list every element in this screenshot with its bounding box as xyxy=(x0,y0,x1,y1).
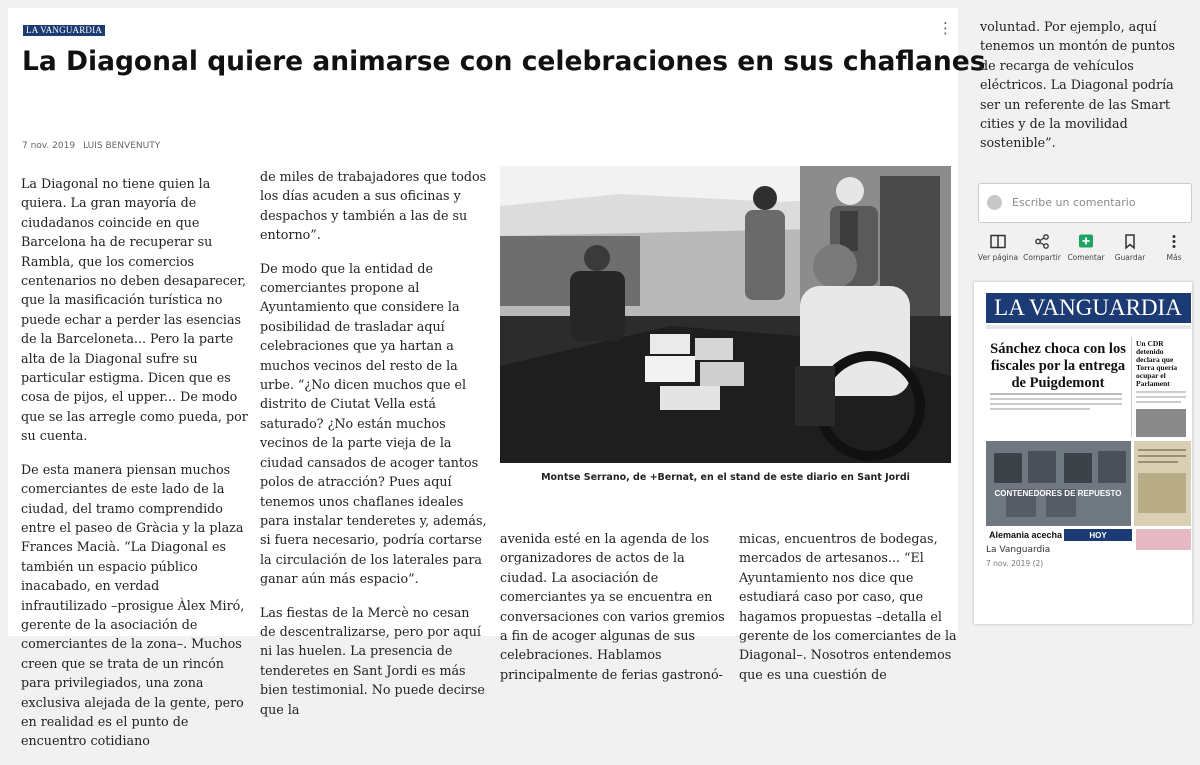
comment-placeholder: Escribe un comentario xyxy=(1012,196,1136,209)
article-photo xyxy=(500,166,951,463)
more-vertical-icon[interactable]: ⋮ xyxy=(938,19,953,37)
action-label: Comentar xyxy=(1067,253,1105,262)
share-icon xyxy=(1034,234,1050,249)
action-label: Más xyxy=(1166,253,1182,262)
article-date: 7 nov. 2019 xyxy=(22,141,76,151)
comment-input[interactable] xyxy=(978,183,1192,223)
article-column-1 xyxy=(21,174,249,765)
publication-tag[interactable]: LA VANGUARDIA xyxy=(23,25,105,36)
action-label: Guardar xyxy=(1114,253,1146,262)
thumbnail-date: 7 nov. 2019 (2) xyxy=(986,559,1044,568)
paragraph: La Diagonal no tiene quien la quiera. La gran mayoría de ciudadanos coincide en que Barcelona ha de recuperar su Rambla, que los comercios centenarios no deben desaparecer, que la masificación turística no puede echar a perder las esencias de la Barceloneta... Pero la parte alta de la Diagonal sufre su particular estigma. Dicen que es cosa de pijos, el upper... De modo que se las arregle como pueda, por su cuenta. xyxy=(21,176,248,444)
action-label: Ver página xyxy=(977,253,1019,262)
thumbnail-masthead: LA VANGUARDIA xyxy=(994,295,1182,320)
share-button[interactable] xyxy=(1020,232,1064,262)
bookmark-icon xyxy=(1122,234,1138,249)
svg-text:detenido: detenido xyxy=(1136,347,1164,356)
thumbnail-photo-banner: CONTENEDORES DE REPUESTO xyxy=(994,489,1122,498)
svg-text:Torra quería: Torra quería xyxy=(1136,363,1178,372)
svg-text:Parlament: Parlament xyxy=(1136,379,1170,388)
svg-text:ocupar el: ocupar el xyxy=(1136,371,1166,380)
thumbnail-source[interactable]: La Vanguardia xyxy=(986,545,1051,555)
newspaper-thumbnail[interactable] xyxy=(974,282,1192,624)
paragraph: De modo que la entidad de comerciantes propone al Ayuntamiento que considere la posibilidad de trasladar aquí celebraciones que ya hartan a muchos vecinos del resto de la urbe. “¿No dicen muchos que el distrito de Ciutat Vella está saturado? ¿No están muchos vecinos de la parte vieja de la ciudad cansados de acoger tantos polos de atracción? Pues aquí tenemos unos chaflanes ideales para instalar tenderetes y, además, si fuera necesario, podría cortarse la circulación de los laterales para ganar aún más espacio”. xyxy=(260,260,487,587)
thumbnail-lower-tab: HOY xyxy=(1089,531,1107,540)
comment-count: (2) xyxy=(1032,559,1044,568)
thumbnail-headline-line-3: de Puigdemont xyxy=(1011,375,1105,391)
paragraph: micas, encuentros de bodegas, mercados de artesanos... “El Ayuntamiento nos dice que estudiará caso por caso, que hagamos propuestas –detalla el gerente de los comerciantes de la Diagonal–. Nosotros entendemos que es una cuestión de xyxy=(739,531,957,682)
more-button[interactable] xyxy=(1152,232,1196,262)
thumbnail-headline-line-1: Sánchez choca con los xyxy=(990,341,1126,357)
save-button[interactable] xyxy=(1108,232,1152,262)
front-page-image[interactable] xyxy=(986,293,1191,550)
paragraph: avenida esté en la agenda de los organizadores de actos de la ciudad. La asociación de comerciantes ya se encuentra en conversaciones con varios gremios a fin de acoger algunas de sus celebraciones. Hablamos principalmente de ferias gastronó- xyxy=(500,531,725,682)
thumbnail-headline-line-2: fiscales por la entrega xyxy=(990,358,1126,374)
comment-button[interactable] xyxy=(1064,232,1108,262)
svg-text:declara que: declara que xyxy=(1136,355,1174,364)
paragraph: de miles de trabajadores que todos los días acuden a sus oficinas y despachos y también a las de su entorno”. xyxy=(260,169,487,243)
thumbnail-side-headline: Un CDR xyxy=(1136,339,1164,348)
paragraph: Las fiestas de la Mercè no cesan de descentralizarse, pero por aquí ni las huelen. La presencia de tenderetes en Sant Jordi es más bien testimonial. No puede decirse que la xyxy=(260,604,485,717)
article-author: LUIS BENVENUTY xyxy=(83,141,161,151)
action-bar xyxy=(976,232,1196,266)
article-column-2 xyxy=(260,167,488,733)
article-column-4 xyxy=(739,529,967,698)
article-panel xyxy=(8,8,986,749)
action-label: Compartir xyxy=(1023,253,1061,262)
paragraph: De esta manera piensan muchos comerciantes de este lado de la ciudad, del tramo comprendido entre el paseo de Gràcia y la plaza Frances Macià. “La Diagonal es también un espacio público inacabado, en verdad infrautilizado –prosigue Àlex Miró, gerente de la asociación de comerciantes de la zona–. Muchos creen que se trata de un rincón para privilegiados, una zona exclusiva alejada de la gente, pero en realidad es el punto de encuentro cotidiano xyxy=(21,461,245,749)
thumbnail-lower-headline: Alemania acecha xyxy=(989,530,1063,540)
article-column-3 xyxy=(500,529,728,698)
page-view-icon xyxy=(990,234,1006,249)
more-vertical-icon xyxy=(1166,234,1182,249)
comment-icon xyxy=(1078,234,1094,249)
avatar xyxy=(987,195,1002,210)
photo-caption: Montse Serrano, de +Bernat, en el stand de este diario en Sant Jordi xyxy=(541,472,910,483)
view-page-button[interactable] xyxy=(976,232,1020,262)
sidebar xyxy=(960,0,1200,646)
article-title: La Diagonal quiere animarse con celebraciones en sus chaflanes xyxy=(22,46,986,77)
article-byline xyxy=(22,141,160,151)
article-continuation: voluntad. Por ejemplo, aquí tenemos un montón de puntos de recarga de vehículos eléctricos. La Diagonal podría ser un referente de las Smart cities y de la movilidad sostenible”. xyxy=(980,19,1176,151)
